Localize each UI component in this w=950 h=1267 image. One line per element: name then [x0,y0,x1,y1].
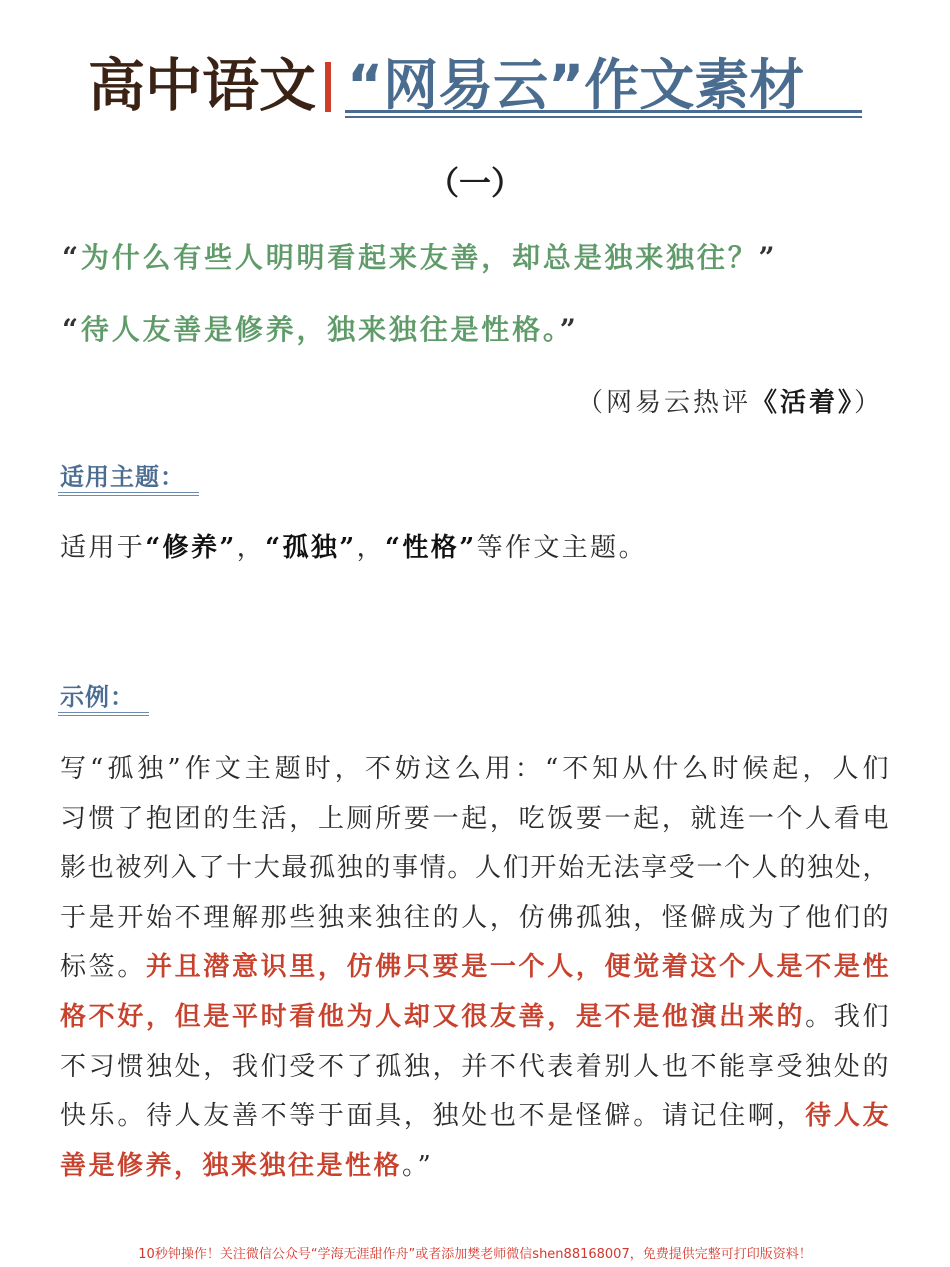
paragraph-line [60,1043,890,1093]
quote-source [577,383,883,423]
paragraph-text: 习惯了抱团的生活，上厕所要一起，吃饭要一起，就连一个人看电 [60,803,890,834]
paragraph-line [60,943,890,993]
paragraph-line [60,993,890,1043]
quote-text: 为什么有些人明明看起来友善，却总是独来独往？ [80,241,759,274]
paragraph-text: 快乐。待人友善不等于面具，独处也不是怪僻。请记住啊， [60,1101,806,1132]
open-quote-mark: “ [62,313,81,346]
theme-segment: ， [236,533,266,563]
source-prefix: （网易云热评 [576,388,751,418]
theme-keyword: “孤独” [265,533,357,563]
theme-heading: 适用主题： [58,462,199,496]
theme-text [60,530,647,566]
paragraph-text: 不习惯独处，我们受不了孤独，并不代表着别人也不能享受独处的 [60,1051,890,1082]
title-underline [345,110,862,118]
quote-line-answer [62,310,579,350]
example-heading: 示例： [58,682,149,716]
theme-keyword: “性格” [385,533,477,563]
paragraph-text: 。” [402,1150,434,1181]
theme-segment: 适用于 [60,533,146,563]
paragraph-line [60,745,890,795]
title-topic: “网易云”作文素材 [347,53,805,117]
footer-notice: 10秒钟操作！关注微信公众号“学海无涯甜作舟”或者添加樊老师微信shen88168007，免费提供完整可打印版资料！ [138,1247,812,1262]
paragraph-line [60,894,890,944]
highlighted-text: 善是修养，独来独往是性格 [60,1150,403,1181]
close-quote-mark: ” [758,241,778,274]
paragraph-text: 于是开始不理解那些独来独往的人，仿佛孤独，怪僻成为了他们的 [60,902,890,933]
example-paragraph [60,745,890,1191]
highlighted-text: 格不好，但是平时看他为人却又很友善，是不是他演出来的 [60,1001,806,1032]
title-subject: 高中语文 [88,53,316,119]
paragraph-text: 标签。 [60,952,146,983]
theme-keyword: “修养” [145,533,237,563]
paragraph-line [60,844,890,894]
paragraph-text: 。我们 [805,1001,890,1032]
theme-segment: ， [356,533,386,563]
paragraph-text: 影也被列入了十大最孤独的事情。人们开始无法享受一个人的独处， [60,853,890,884]
theme-segment: 等作文主题。 [476,533,647,563]
source-work-title: 《活着》 [750,388,854,418]
quote-text: 待人友善是修养，独来独往是性格。 [80,313,560,346]
paragraph-line [60,1142,890,1192]
quote-line-question [62,238,777,278]
highlighted-text: 并且潜意识里，仿佛只要是一个人，便觉着这个人是不是性 [145,952,890,983]
paragraph-text: 写“孤独”作文主题时，不妨这么用：“不知从什么时候起，人们 [60,754,890,784]
close-quote-mark: ” [559,313,579,346]
paragraph-line [60,1092,890,1142]
open-quote-mark: “ [62,241,81,274]
paragraph-line [60,795,890,845]
highlighted-text: 待人友 [805,1101,890,1132]
source-suffix: ） [853,388,883,418]
section-number: （一） [426,164,523,202]
title-divider-bar [325,62,331,112]
